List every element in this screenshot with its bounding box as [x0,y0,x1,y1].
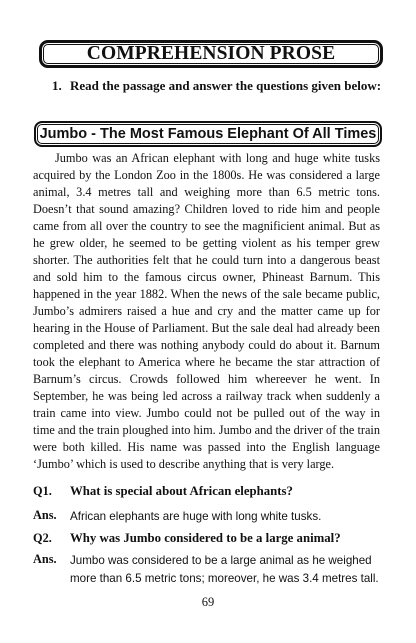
question-1-text: What is special about African elephants? [70,484,293,498]
passage-paragraph: Jumbo was an African elephant with long and huge white tusks acquired by the London Zoo in the 1800s. He was considered a large animal, 3.4 metres tall and weighing more than 6.5 metric tons. Doesn’t that sound amazing? Children loved to ride him and people came from all over the country to see the magnificient animal. But as he grew older, he seemed to be getting violent as his temper grew shorter. The authorities felt that he could turn into a dangerous beast and sold him to the famous circus owner, Phineast Barnum. This happened in the year 1882. When the news of the sale became public, Jumbo’s admirers raised a hue and cry and the matter came up for hearing in the House of Parliament. But the sale deal had already been completed and there was nothing anybody could do about it. Barnum took the elephant to America where he became the star attraction of Barnum’s circus. Crowds followed him whereever he went. In September, he was being led across a railway track when suddenly a train came into view. Jumbo could not be pulled out of the way in time and the train ploughed into him. Jumbo and the driver of the train were both killed. His name was passed into the English language ‘Jumbo’ which is used to describe anything that is very large. [33,151,380,471]
answer-1-label: Ans. [33,508,57,522]
page-heading: COMPREHENSION PROSE [39,40,383,68]
instruction-number: 1. [52,78,62,93]
question-1 [33,483,382,500]
answer-2-text: Jumbo was considered to be a large animal as he weighed more than 6.5 metric tons; moreover, he was 3.4 metres tall. [70,554,379,585]
passage-title: Jumbo - The Most Famous Elephant Of All Times [34,121,382,147]
question-1-label: Q1. [33,484,52,498]
instruction [52,77,382,94]
answer-1-text: African elephants are huge with long white tusks. [70,510,322,523]
question-2 [33,530,382,547]
page-number: 69 [201,595,215,609]
instruction-text: Read the passage and answer the questions given below: [70,78,382,93]
passage-body [33,150,380,473]
answer-1 [33,508,382,526]
answer-2 [33,552,382,588]
question-2-label: Q2. [33,531,52,545]
answer-2-label: Ans. [33,552,57,566]
question-2-text: Why was Jumbo considered to be a large animal? [70,531,341,545]
